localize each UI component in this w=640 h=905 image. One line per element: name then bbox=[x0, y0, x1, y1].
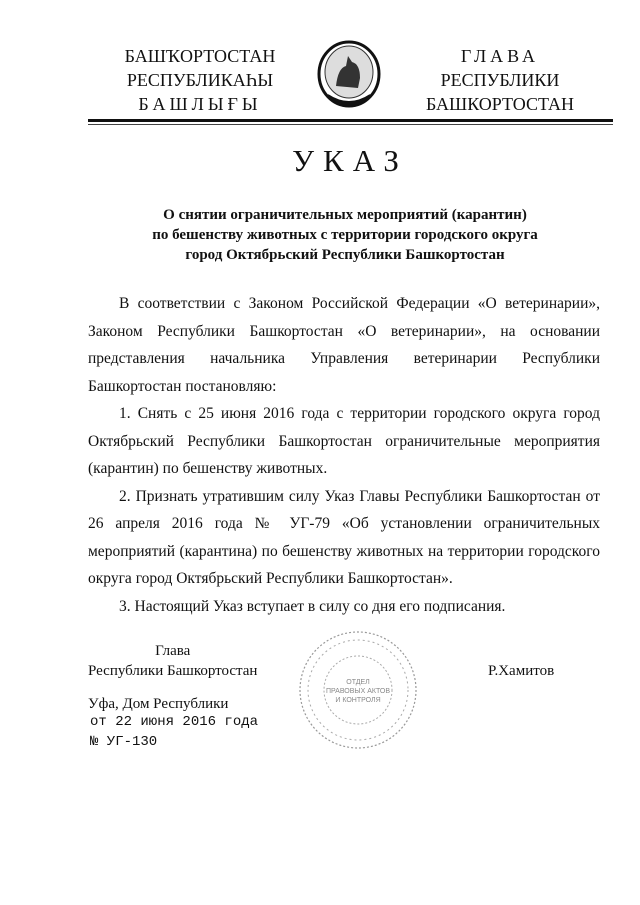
paragraph: 3. Настоящий Указ вступает в силу со дня его подписания. bbox=[119, 597, 506, 615]
header-right-line: РЕСПУБЛИКИ bbox=[440, 70, 560, 90]
signatory-name: Р.Хамитов bbox=[488, 663, 555, 679]
title-line: по бешенству животных с территории городского округа bbox=[152, 227, 538, 243]
decree-number: № УГ-130 bbox=[90, 734, 158, 750]
document-body bbox=[88, 290, 600, 620]
svg-text:ОТДЕЛ: ОТДЕЛ bbox=[346, 679, 370, 686]
paragraph: 2. Признать утратившим силу Указ Главы Республики Башкортостан от 26 апреля 2016 года № УГ-79 «Об установлении ограничительных мероприятий (карантина) по бешенству животных на территории городского округа город Октябрьский Республики Башкортостан». bbox=[88, 487, 600, 587]
title-line: О снятии ограничительных мероприятий (карантин) bbox=[163, 207, 527, 223]
header-right-line: БАШКОРТОСТАН bbox=[425, 94, 575, 114]
position-line: Глава bbox=[155, 643, 191, 659]
header-left-line: БАШЛЫҒЫ bbox=[138, 94, 262, 114]
title-line: город Октябрьский Республики Башкортостан bbox=[185, 247, 505, 263]
header-left-line: БАШҠОРТОСТАН bbox=[124, 46, 276, 66]
header-divider-thin bbox=[88, 124, 613, 125]
header-left-line: РЕСПУБЛИКАҺЫ bbox=[126, 70, 274, 90]
signing-place: Уфа, Дом Республики bbox=[88, 696, 229, 712]
coat-of-arms-emblem bbox=[316, 38, 382, 114]
svg-text:ПРАВОВЫХ АКТОВ: ПРАВОВЫХ АКТОВ bbox=[325, 688, 391, 695]
header-russian bbox=[400, 44, 600, 116]
svg-text:И КОНТРОЛЯ: И КОНТРОЛЯ bbox=[335, 697, 381, 704]
signatory-position bbox=[88, 641, 257, 681]
signing-date: от 22 июня 2016 года bbox=[90, 714, 259, 730]
header-bashkir bbox=[100, 44, 300, 116]
header-divider bbox=[88, 119, 613, 122]
paragraph: 1. Снять с 25 июня 2016 года с территории городского округа город Октябрьский Республики Башкортостан ограничительные мероприятия (карантин) по бешенству животных. bbox=[88, 405, 600, 477]
official-stamp bbox=[296, 628, 420, 752]
document-type: УКАЗ bbox=[292, 143, 408, 178]
position-line: Республики Башкортостан bbox=[88, 663, 258, 679]
document-title bbox=[90, 205, 600, 265]
header-right-line: ГЛАВА bbox=[460, 46, 540, 66]
paragraph: В соответствии с Законом Российской Федерации «О ветеринарии», Законом Республики Башкортостан «О ветеринарии», на основании представления начальника Управления ветеринарии Республики Башкортостан постановляю: bbox=[88, 295, 600, 395]
